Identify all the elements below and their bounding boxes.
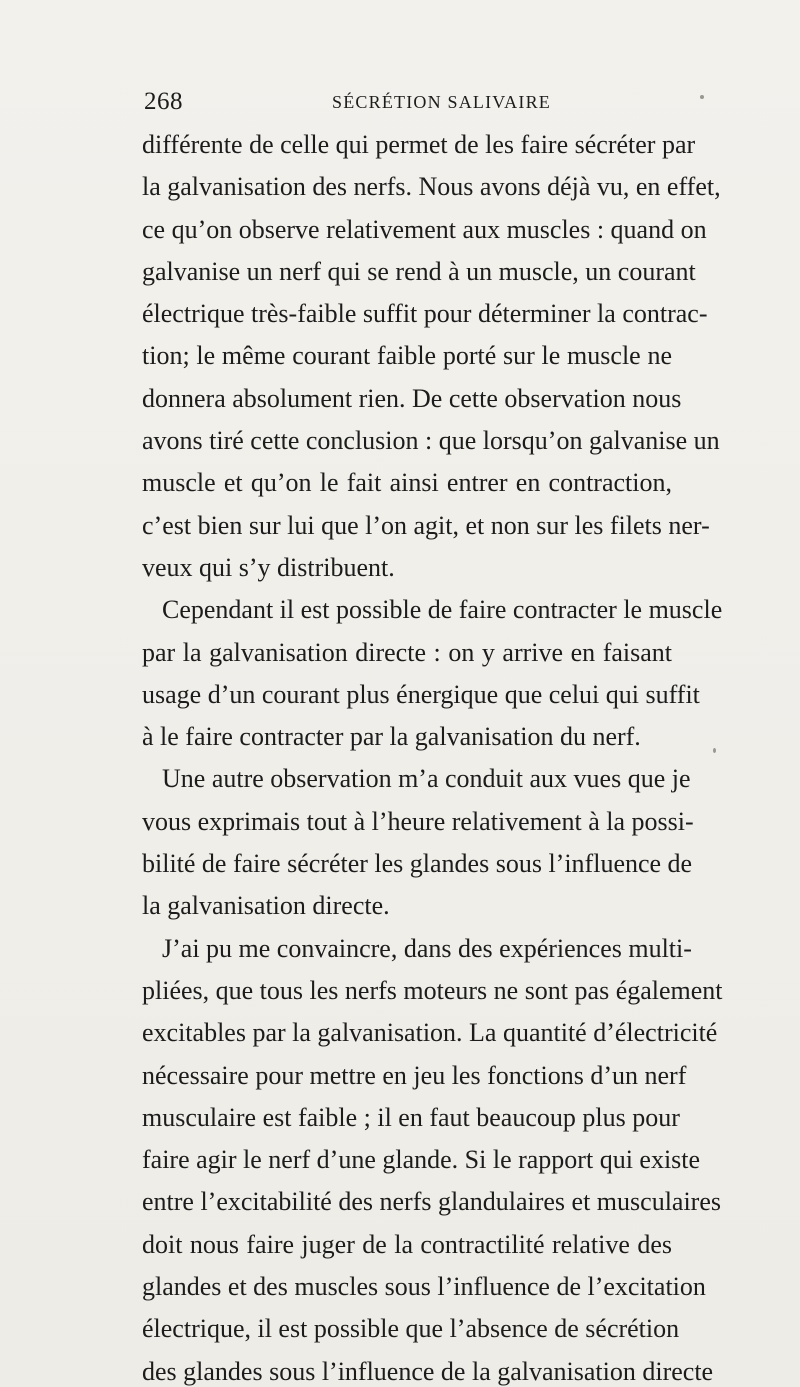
body-text (142, 124, 723, 1387)
text-line: électrique très-faible suffit pour déterminer la contrac- (142, 299, 708, 329)
text-line: usage d’un courant plus énergique que celui qui suffit (142, 679, 700, 709)
text-line: veux qui s’y distribuent. (142, 552, 395, 582)
text-line: avons tiré cette conclusion : que lorsqu’on galvanise un (142, 426, 720, 456)
text-line: Cependant il est possible de faire contracter le muscle (162, 595, 723, 625)
running-head (144, 88, 674, 120)
text-line: bilité de faire sécréter les glandes sous l’influence de (142, 849, 693, 879)
text-line: excitables par la galvanisation. La quantité d’électricité (142, 1018, 718, 1048)
text-line: glandes et des muscles sous l’influence de l’excitation (142, 1272, 706, 1302)
text-line: ce qu’on observe relativement aux muscles : quand on (142, 214, 707, 244)
text-line: des glandes sous l’influence de la galvanisation directe (142, 1356, 714, 1386)
text-line: à le faire contracter par la galvanisation du nerf. (142, 722, 641, 752)
text-line: la galvanisation directe. (142, 891, 390, 921)
text-line: vous exprimais tout à l’heure relativement à la possi- (142, 806, 694, 836)
paper-speck (700, 95, 704, 99)
section-title: SÉCRÉTION SALIVAIRE (332, 92, 551, 112)
text-line: nécessaire pour mettre en jeu les fonctions d’un nerf (142, 1060, 687, 1090)
text-line: muscle et qu’on le fait ainsi entrer en contraction, (142, 468, 672, 498)
text-line: différente de celle qui permet de les faire sécréter par (142, 130, 696, 159)
text-line: pliées, que tous les nerfs moteurs ne sont pas également (142, 975, 723, 1005)
text-line: galvanise un nerf qui se rend à un muscle, un courant (142, 256, 696, 286)
text-line: faire agir le nerf d’une glande. Si le rapport qui existe (142, 1145, 701, 1175)
page-number: 268 (144, 88, 183, 115)
text-line: par la galvanisation directe : on y arrive en faisant (142, 637, 672, 667)
paper-speck (713, 748, 716, 753)
text-line: Une autre observation m’a conduit aux vues que je (162, 764, 691, 794)
text-line: musculaire est faible ; il en faut beaucoup plus pour (142, 1102, 680, 1132)
text-line: entre l’excitabilité des nerfs glandulaires et musculaires (142, 1187, 721, 1217)
text-line: tion; le même courant faible porté sur le muscle ne (142, 341, 672, 371)
text-line: doit nous faire juger de la contractilité relative des (142, 1229, 672, 1259)
text-line: la galvanisation des nerfs. Nous avons déjà vu, en effet, (142, 172, 721, 202)
text-line: donnera absolument rien. De cette observation nous (142, 383, 682, 413)
text-line: c’est bien sur lui que l’on agit, et non sur les filets ner- (142, 510, 710, 540)
text-line: électrique, il est possible que l’absence de sécrétion (142, 1314, 680, 1344)
text-line: J’ai pu me convaincre, dans des expériences multi- (162, 933, 692, 963)
